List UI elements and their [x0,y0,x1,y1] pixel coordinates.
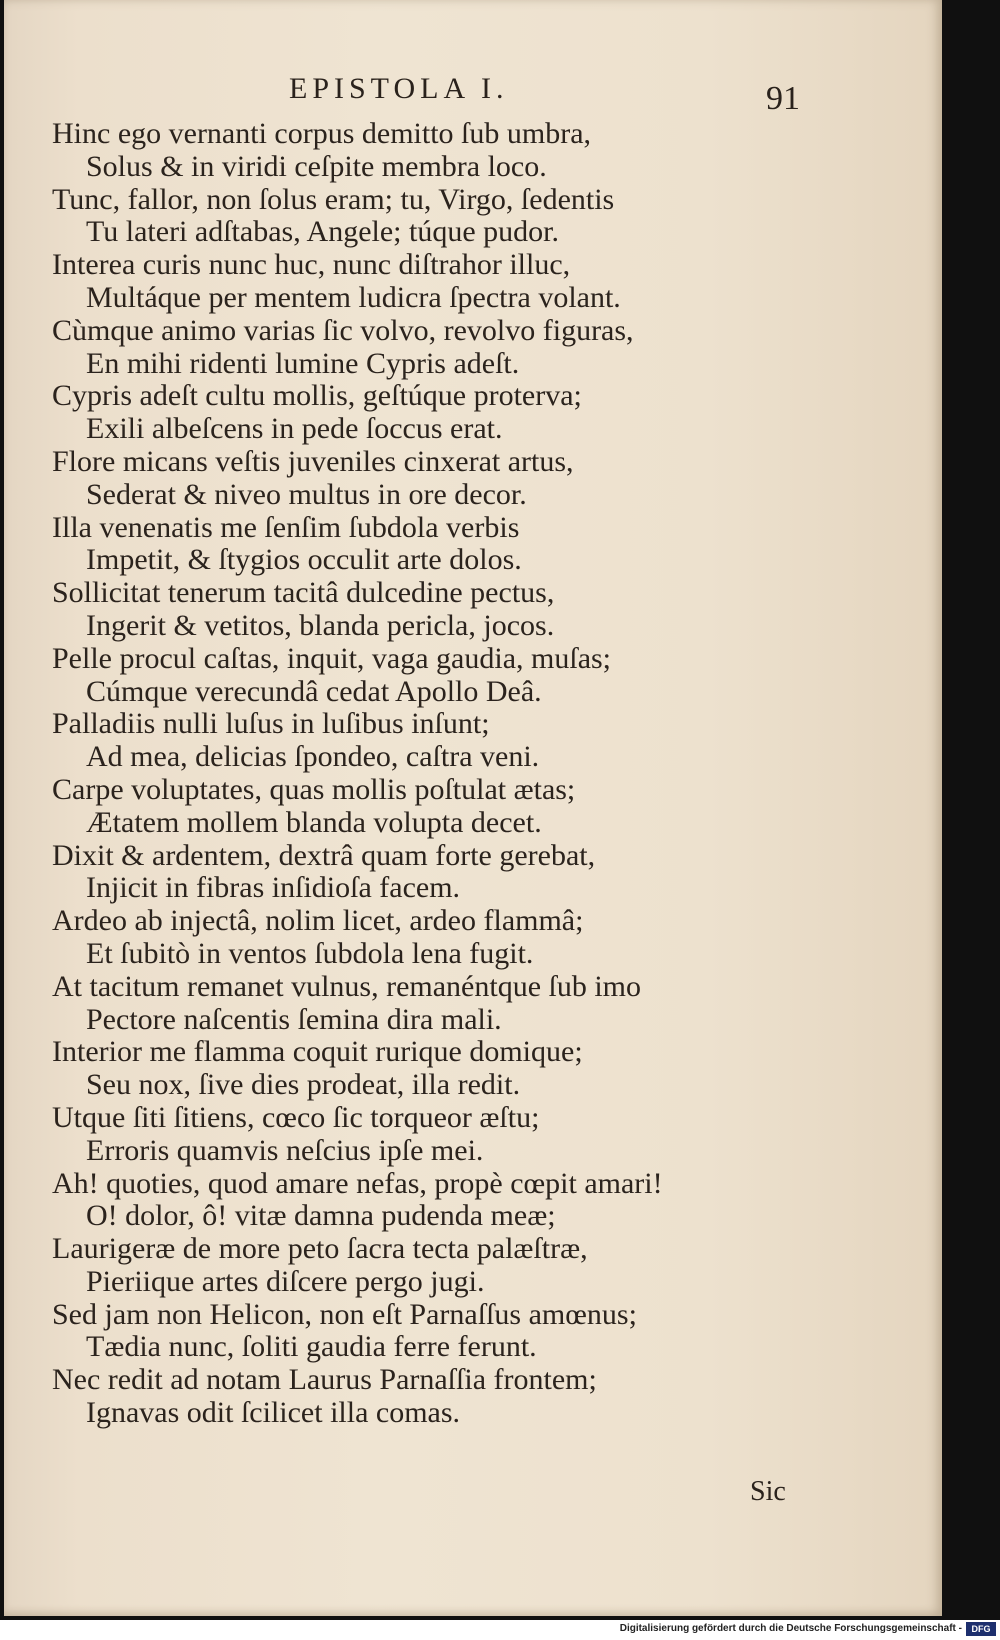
verse-line: Et ſubitò in ventos ſubdola lena fugit. [86,936,534,970]
verse-line: Impetit, & ſtygios occulit arte dolos. [86,543,522,577]
verse-line: Erroris quamvis neſcius ipſe mei. [86,1133,484,1167]
verse-line: Sed jam non Helicon, non eſt Parnaſſus amœnus; [52,1297,637,1331]
dfg-logo-icon: DFG [966,1622,996,1636]
verse-line: Cùmque animo varias ſic volvo, revolvo figuras, [52,313,634,347]
verse-line: At tacitum remanet vulnus, remanéntque ſub imo [52,969,642,1003]
digitization-credit: Digitalisierung gefördert durch die Deutsche Forschungsgemeinschaft - [619,1623,962,1634]
verse-line: Interior me flamma coquit rurique domique; [52,1035,583,1069]
verse-line: Interea curis nunc huc, nunc diſtrahor illuc, [52,248,571,282]
verse-line: Pectore naſcentis ſemina dira mali. [86,1002,502,1036]
verse-line: Ardeo ab injectâ, nolim licet, ardeo flammâ; [52,904,584,938]
verse-line: Tunc, fallor, non ſolus eram; tu, Virgo, ſedentis [52,182,615,216]
verse-line: En mihi ridenti lumine Cypris adeſt. [86,346,520,380]
verse-line: Carpe voluptates, quas mollis poſtulat ætas; [52,772,576,806]
verse-line: Ad mea, delicias ſpondeo, caſtra veni. [86,740,540,774]
verse-line: Ah! quoties, quod amare nefas, propè cœpit amari! [52,1166,663,1200]
poem-text [52,118,772,1430]
verse-line: Cúmque verecundâ cedat Apollo Deâ. [86,674,542,708]
verse-line: Solus & in viridi ceſpite membra loco. [86,149,547,183]
verse-line: Ignavas odit ſcilicet illa comas. [86,1396,461,1430]
verse-line: Nec redit ad notam Laurus Parnaſſia frontem; [52,1363,597,1397]
verse-line: Cypris adeſt cultu mollis, geſtúque proterva; [52,379,582,413]
running-head: EPISTOLA I. [289,72,509,105]
verse-line: Injicit in fibras inſidioſa facem. [86,871,461,905]
verse-line: Tu lateri adſtabas, Angele; túque pudor. [86,215,559,249]
verse-line: Sollicitat tenerum tacitâ dulcedine pectus, [52,576,555,610]
verse-line: Tædia nunc, ſoliti gaudia ferre ferunt. [86,1330,537,1364]
verse-line: O! dolor, ô! vitæ damna pudenda meæ; [86,1199,556,1233]
verse-line: Sederat & niveo multus in ore decor. [86,477,527,511]
verse-line: Pelle procul caſtas, inquit, vaga gaudia, muſas; [52,641,612,675]
verse-line: Laurigeræ de more peto ſacra tecta palæſtræ, [52,1232,588,1266]
verse-line: Illa venenatis me ſenſim ſubdola verbis [52,510,520,544]
verse-line: Multáque per mentem ludicra ſpectra volant. [86,280,621,314]
catchword: Sic [750,1476,786,1507]
verse-line: Dixit & ardentem, dextrâ quam forte gerebat, [52,838,596,872]
verse-line: Utque ſiti ſitiens, cœco ſic torqueor æſtu; [52,1100,540,1134]
verse-line: Ingerit & vetitos, blanda pericla, jocos. [86,608,555,642]
verse-line: Palladiis nulli luſus in luſibus inſunt; [52,707,490,741]
verse-line: Exili albeſcens in pede ſoccus erat. [86,412,503,446]
verse-line: Seu nox, ſive dies prodeat, illa redit. [86,1068,521,1102]
verse-line: Flore micans veſtis juveniles cinxerat artus, [52,444,574,478]
page-number: 91 [766,80,800,117]
verse-line: Hinc ego vernanti corpus demitto ſub umbra, [52,117,592,150]
verse-line: Pieriique artes diſcere pergo jugi. [86,1264,485,1298]
verse-line: Ætatem mollem blanda volupta decet. [86,805,542,839]
book-page [4,0,942,1616]
